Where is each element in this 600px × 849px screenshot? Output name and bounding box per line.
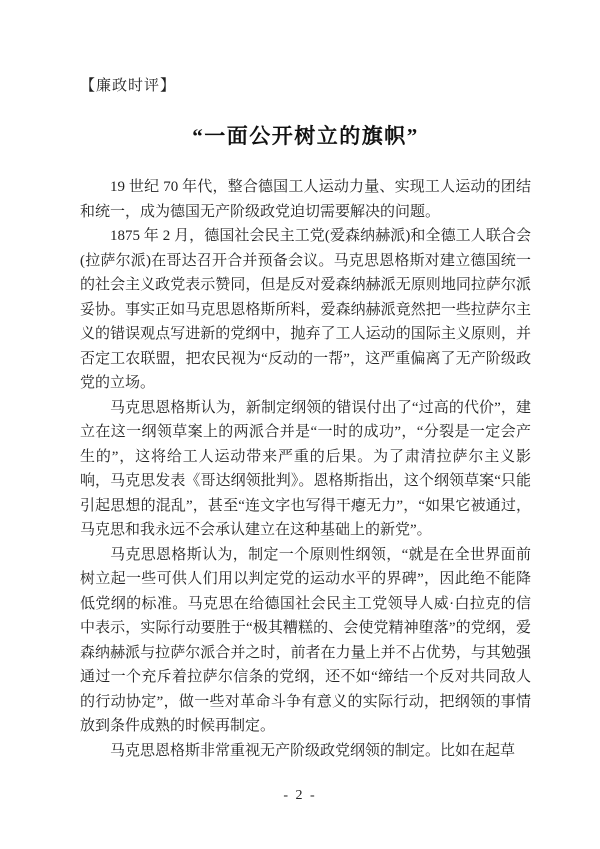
page-number: - 2 - [283,788,317,803]
article-paragraph-2: 1875 年 2 月，德国社会民主工党(爱森纳赫派)和全德工人联合会(拉萨尔派)在哥达召开合并预备会议。马克思恩格斯对建立德国统一的社会主义政党表示赞同，但是反对爱森纳赫派无原则地同拉萨尔派妥协。事实正如马克思恩格斯所料，爱森纳赫派竟然把一些拉萨尔主义的错误观点写进新的党纲中，抛弃了工人运动的国际主义原则，并否定工农联盟，把农民视为“反动的一帮”，这严重偏离了无产阶级政党的立场。 [80,228,531,392]
article-body [80,175,531,763]
article-paragraph-1: 19 世纪 70 年代，整合德国工人运动力量、实现工人运动的团结和统一，成为德国无产阶级政党迫切需要解决的问题。 [80,179,531,220]
column-header: 【廉政时评】 [80,78,177,94]
article-title: “一面公开树立的旗帜” [192,124,419,148]
article-paragraph-4: 马克思恩格斯认为，制定一个原则性纲领，“就是在全世界面前树立起一些可供人们用以判定党的运动水平的界碑”，因此绝不能降低党纲的标准。马克思在给德国社会民主工党领导人威·白拉克的信中表示，实际行动要胜于“极其糟糕的、会使党精神堕落”的党纲，爱森纳赫派与拉萨尔派合并之时，前者在力量上并不占优势，与其勉强通过一个充斥着拉萨尔信条的党纲，还不如“缔结一个反对共同敌人的行动协定”，做一些对革命斗争有意义的实际行动，把纲领的事情放到条件成熟的时候再制定。 [80,546,531,735]
article-paragraph-3: 马克思恩格斯认为，新制定纲领的错误付出了“过高的代价”，建立在这一纲领草案上的两派合并是“一时的成功”，“分裂是一定会产生的”，这将给工人运动带来严重的后果。为了肃清拉萨尔主义影响，马克思发表《哥达纲领批判》。恩格斯指出，这个纲领草案“只能引起思想的混乱”，甚至“连文字也写得干瘪无力”，“如果它被通过，马克思和我永远不会承认建立在这种基础上的新党”。 [80,399,531,539]
article-paragraph-5: 马克思恩格斯非常重视无产阶级政党纲领的制定。比如在起草 [110,742,516,759]
